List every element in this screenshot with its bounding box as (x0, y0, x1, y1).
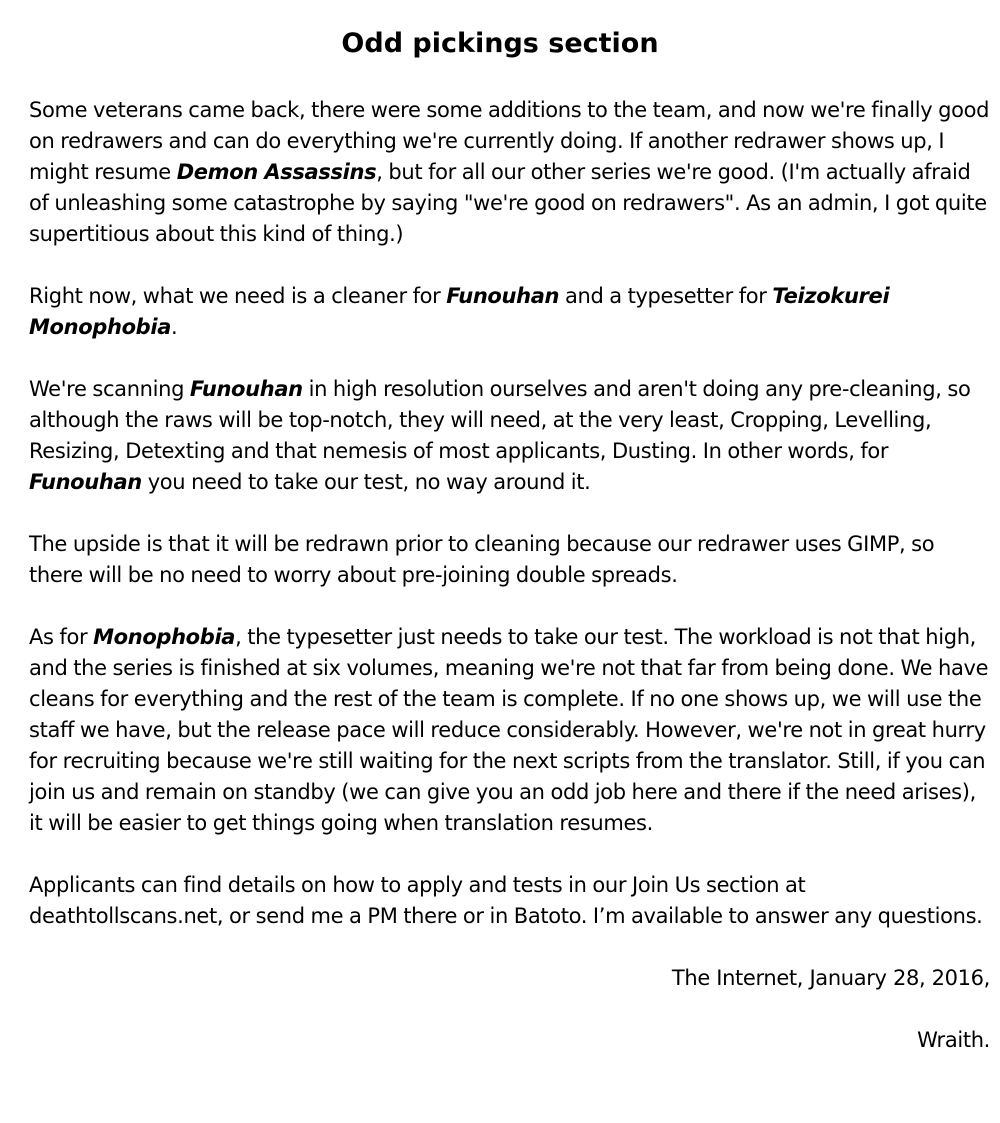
paragraph-text: Right now, what we need is a cleaner for (29, 284, 447, 308)
paragraph-text: Some veterans came back, there were some additions to the team, and now we're finally good on redrawers and can do everything we're currently doing. If another redrawer shows up, I might resume (29, 98, 990, 184)
paragraph-applicants (29, 870, 990, 932)
series-name-funouhan: Funouhan (29, 470, 142, 494)
signature: Wraith. (917, 1028, 990, 1052)
paragraph-text: The upside is that it will be redrawn prior to cleaning because our redrawer uses GIMP, so there will be no need to worry about pre-joining double spreads. (29, 532, 935, 587)
paragraph-upside (29, 529, 990, 591)
series-name-teizokurei-monophobia: Teizokurei Monophobia (29, 284, 890, 339)
paragraph-text: . (171, 315, 178, 339)
paragraph-text: , the typesetter just needs to take our test. The workload is not that high, and the series is finished at six volumes, meaning we're not that far from being done. We have cleans for everything and the rest of the team is complete. If no one shows up, we will use the staff we have, but the release pace will reduce considerably. However, we're not in great hurry for recruiting because we're still waiting for the next scripts from the translator. Still, if you can join us and remain on standby (we can give you an odd job here and there if the need arises), it will be easier to get things going when translation resumes. (29, 625, 989, 835)
paragraph-funouhan-scanning (29, 374, 990, 498)
paragraph-text: Applicants can find details on how to apply and tests in our Join Us section at deathtollscans.net, or send me a PM there or in Batoto. I’m available to answer any questions. (29, 873, 983, 928)
paragraph-text: , but for all our other series we're good. (I'm actually afraid of unleashing some catastrophe by saying "we're good on redrawers". As an admin, I got quite supertitious about this kind of thing.) (29, 160, 987, 246)
paragraph-text: in high resolution ourselves and aren't doing any pre-cleaning, so although the raws will be top-notch, they will need, at the very least, Cropping, Levelling, Resizing, Detexting and that nemesis of most applicants, Dusting. In other words, for (29, 377, 971, 463)
paragraph-text: We're scanning (29, 377, 190, 401)
series-name-funouhan: Funouhan (189, 377, 303, 401)
date-line: The Internet, January 28, 2016, (671, 966, 990, 990)
paragraph-redrawers (29, 95, 990, 250)
paragraph-monophobia (29, 622, 990, 839)
paragraph-text: As for (29, 625, 94, 649)
paragraph-text: and a typesetter for (559, 284, 773, 308)
paragraph-text: you need to take our test, no way around it. (141, 470, 591, 494)
series-name-demon-assassins: Demon Assassins (176, 160, 377, 184)
series-name-monophobia: Monophobia (93, 625, 236, 649)
paragraph-needs (29, 281, 990, 343)
series-name-funouhan: Funouhan (446, 284, 560, 308)
document-title: Odd pickings section (341, 28, 659, 59)
